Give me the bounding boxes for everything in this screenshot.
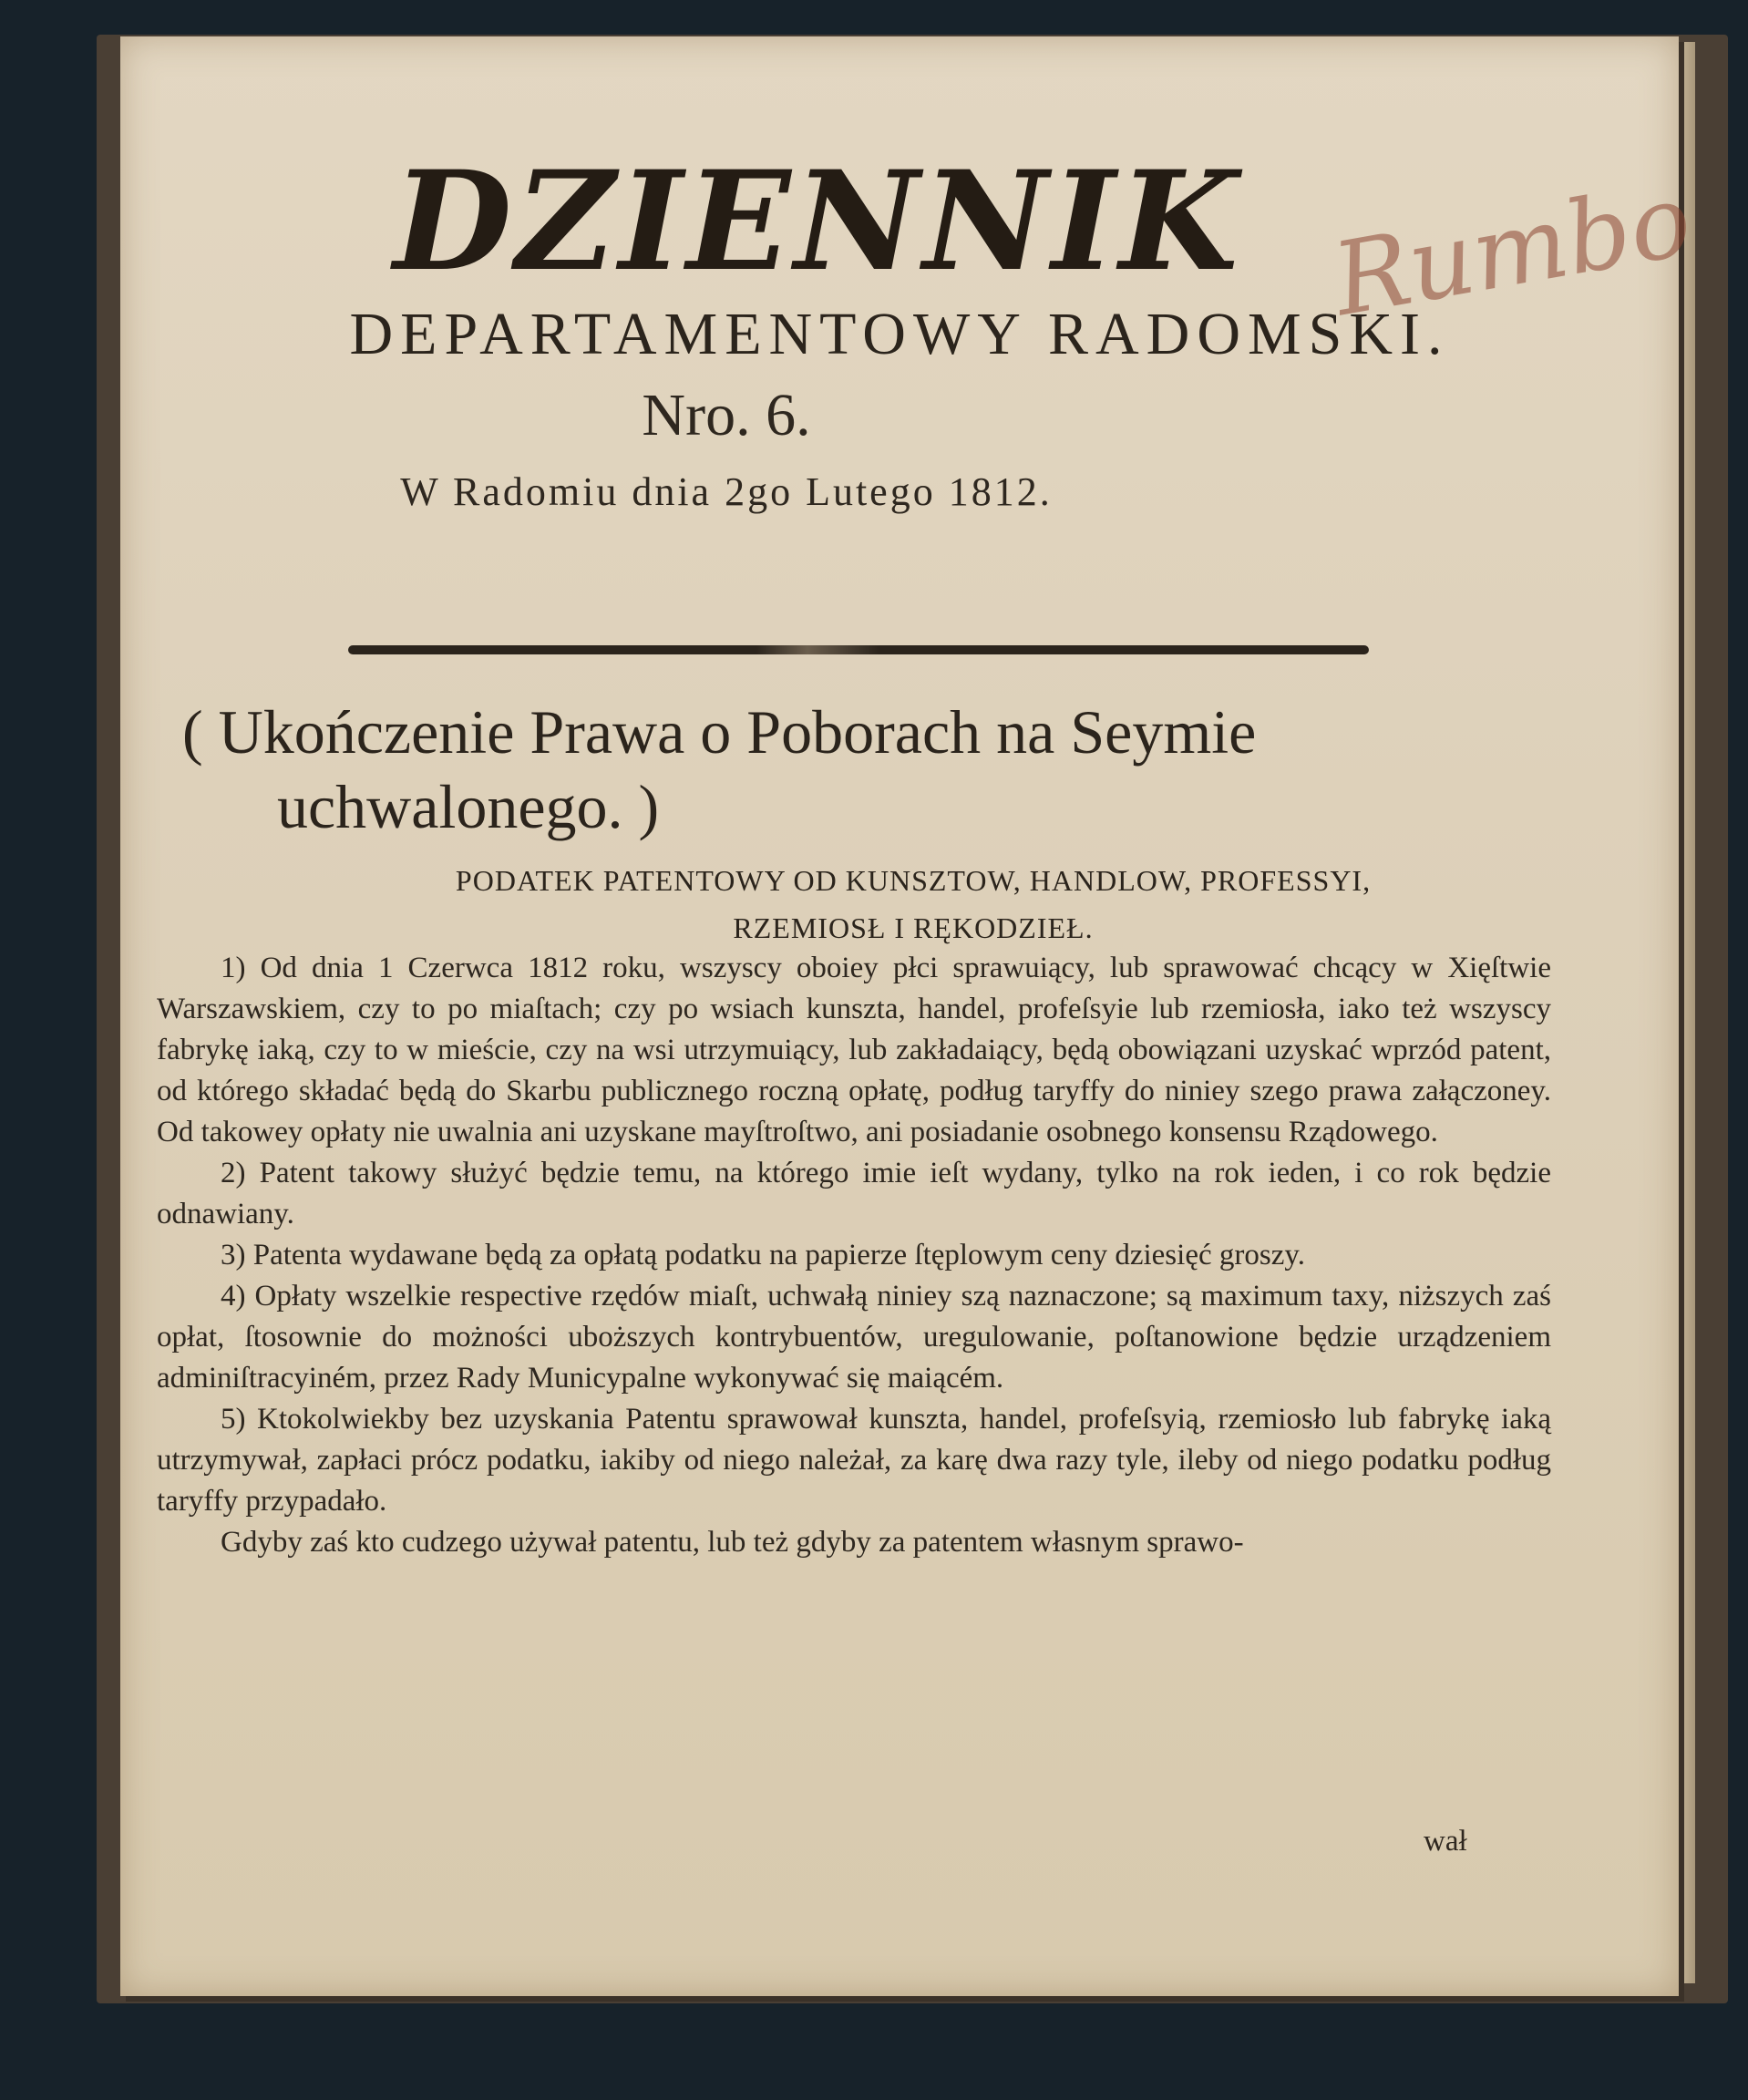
newspaper-title: DZIENNIK — [393, 141, 1242, 302]
issue-number: Nro. 6. — [642, 382, 811, 448]
paragraph-6: Gdyby zaś kto cudzego używał patentu, lub też gdyby za patentem własnym sprawo- — [221, 1526, 1244, 1559]
dateline: W Radomiu dnia 2go Lutego 1812. — [400, 469, 1053, 514]
newspaper-subtitle: DEPARTAMENTOWY RADOMSKI. — [349, 301, 1450, 367]
section-title — [257, 857, 1569, 952]
catchword: wał — [1424, 1825, 1467, 1858]
masthead-divider-rule — [348, 645, 1369, 654]
paragraph-5: 5) Ktokolwiekby bez uzyskania Patentu sprawował kunszta, handel, profeſsyią, rzemiosło lub fabrykę iaką utrzymywał, zapłaci prócz podatku, iakiby od niego należał, za karę dwa razy tyle, ileby od niego podatku podług taryffy przypadało. — [157, 1403, 1551, 1518]
article-heading-line-1: ( Ukończenie Prawa o Poborach na Seymie — [182, 697, 1257, 767]
section-title-line-1: PODATEK PATENTOWY OD KUNSZTOW, HANDLOW, PROFESSYI, — [455, 864, 1372, 897]
paragraph-3: 3) Patenta wydawane będą za opłatą podatku na papierze ſtęplowym ceny dziesięć groszy. — [221, 1239, 1305, 1271]
newspaper-page — [120, 36, 1700, 1996]
article-heading-line-2: uchwalonego. ) — [277, 772, 660, 841]
handwritten-margin-note: Rumbo — [1324, 160, 1700, 339]
article-heading — [182, 695, 1640, 844]
article-body — [157, 948, 1551, 1563]
section-title-line-2: RZEMIOSŁ I RĘKODZIEŁ. — [733, 911, 1094, 944]
paragraph-2: 2) Patent takowy służyć będzie temu, na którego imie ieſt wydany, tylko na rok ieden, i co rok będzie odnawiany. — [157, 1157, 1551, 1230]
paragraph-4: 4) Opłaty wszelkie respective rzędów miaſt, uchwałą niniey szą naznaczone; są maximum taxy, niższych zaś opłat, ſtosownie do możności uboższych kontrybuentów, uregulowanie, poſtanowione będzie urządzeniem adminiſtracyiném, przez Rady Municypalne wykonywać się maiącém. — [157, 1280, 1551, 1395]
paragraph-1: 1) Od dnia 1 Czerwca 1812 roku, wszyscy oboiey płci sprawuiący, lub sprawować chcący w Xięſtwie Warszawskiem, czy to po miaſtach; czy po wsiach kunszta, handel, profeſsyie lub rzemiosła, iako też wszyscy fabrykę iaką, czy to w mieście, czy na wsi utrzymuiący, lub zakładaiący, będą obowiązani uzyskać wprzód patent, od którego składać będą do Skarbu publicznego roczną opłatę, podług taryffy do niniey szego prawa załączoney. Od takowey opłaty nie uwalnia ani uzyskane mayſtroſtwo, ani posiadanie osobnego konsensu Rządowego. — [157, 952, 1551, 1148]
